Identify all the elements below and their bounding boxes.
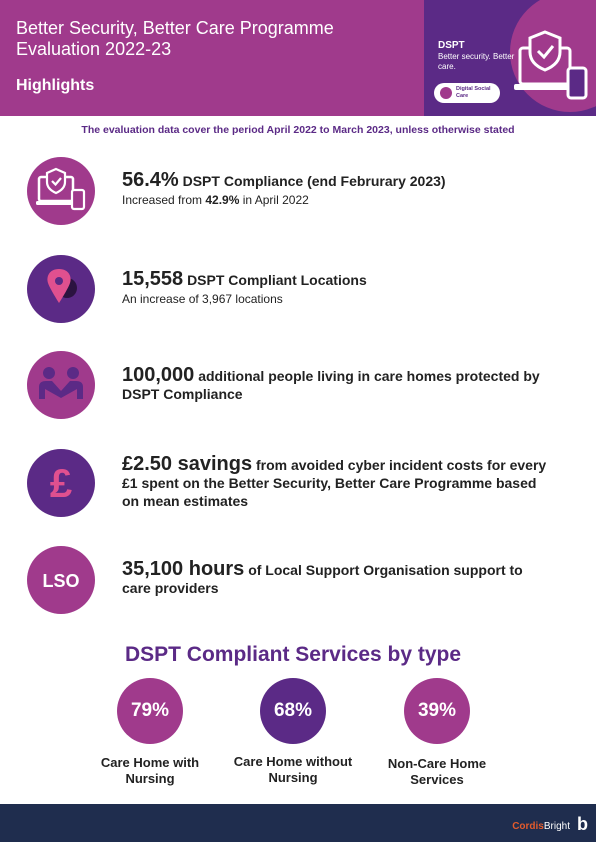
service-value-circle: 79% <box>117 678 183 744</box>
stat-value: £2.50 savings <box>122 453 253 475</box>
stat-savings <box>122 455 552 510</box>
stat-label: of Local Support Organisation support to care providers <box>122 562 523 596</box>
location-pin-icon <box>27 255 95 323</box>
stat-label: DSPT Compliance (end Februrary 2023) <box>182 173 446 189</box>
stat-label: from avoided cyber incident costs for every £1 spent on the Better Security, Better Care Programme based on mean estimates <box>122 457 547 509</box>
logo-mark-icon: b <box>577 814 588 834</box>
laptop-shield-icon <box>514 24 590 104</box>
stat-value: 56.4% <box>122 169 179 191</box>
stat-label: additional people living in care homes protected by DSPT Compliance <box>122 368 540 402</box>
laptop-shield-icon <box>27 157 95 225</box>
logo-cordis: Cordis <box>512 821 544 832</box>
svg-text:£: £ <box>49 462 73 506</box>
digital-social-care-logo <box>434 83 500 103</box>
service-label: Care Home without Nursing <box>233 754 353 785</box>
stat-hours <box>122 560 552 597</box>
stat-compliance <box>122 171 562 208</box>
banner-brand: DSPT <box>438 40 465 51</box>
service-label: Non-Care Home Services <box>387 756 487 787</box>
stat-label: DSPT Compliant Locations <box>187 272 367 288</box>
lso-icon-text: LSO <box>42 571 80 591</box>
logo-bright: Bright <box>543 821 570 832</box>
cordis-bright-logo <box>512 821 570 832</box>
logo-dot-icon <box>440 87 452 99</box>
document-title: Better Security, Better Care Programme Evaluation 2022-23 <box>16 18 334 59</box>
intro-text: The evaluation data cover the period April 2022 to March 2023, unless otherwise stated <box>81 124 515 136</box>
footer-bar <box>0 804 596 842</box>
stat-detail <box>122 193 309 207</box>
people-icon <box>27 351 95 419</box>
service-label: Care Home with Nursing <box>100 755 200 786</box>
stat-detail: An increase of 3,967 locations <box>122 292 283 306</box>
header-banner <box>0 0 596 116</box>
service-value-circle: 68% <box>260 678 326 744</box>
document-subtitle: Highlights <box>16 77 95 94</box>
partner-name: Digital Social Care <box>456 86 491 99</box>
detail-suffix: in April 2022 <box>239 193 309 207</box>
stat-people <box>122 366 562 403</box>
stat-value: 15,558 <box>122 268 184 290</box>
services-title: DSPT Compliant Services by type <box>124 643 462 666</box>
service-value-circle: 39% <box>404 678 470 744</box>
banner-tagline: Better security. Better care. <box>438 52 515 71</box>
detail-value: 42.9% <box>205 193 240 207</box>
stat-value: 35,100 hours <box>122 558 245 580</box>
detail-prefix: Increased from <box>122 193 206 207</box>
stat-locations <box>122 270 562 307</box>
lso-icon <box>27 546 95 614</box>
pound-icon <box>27 449 95 517</box>
dspt-banner <box>424 0 596 116</box>
stat-value: 100,000 <box>122 364 195 386</box>
